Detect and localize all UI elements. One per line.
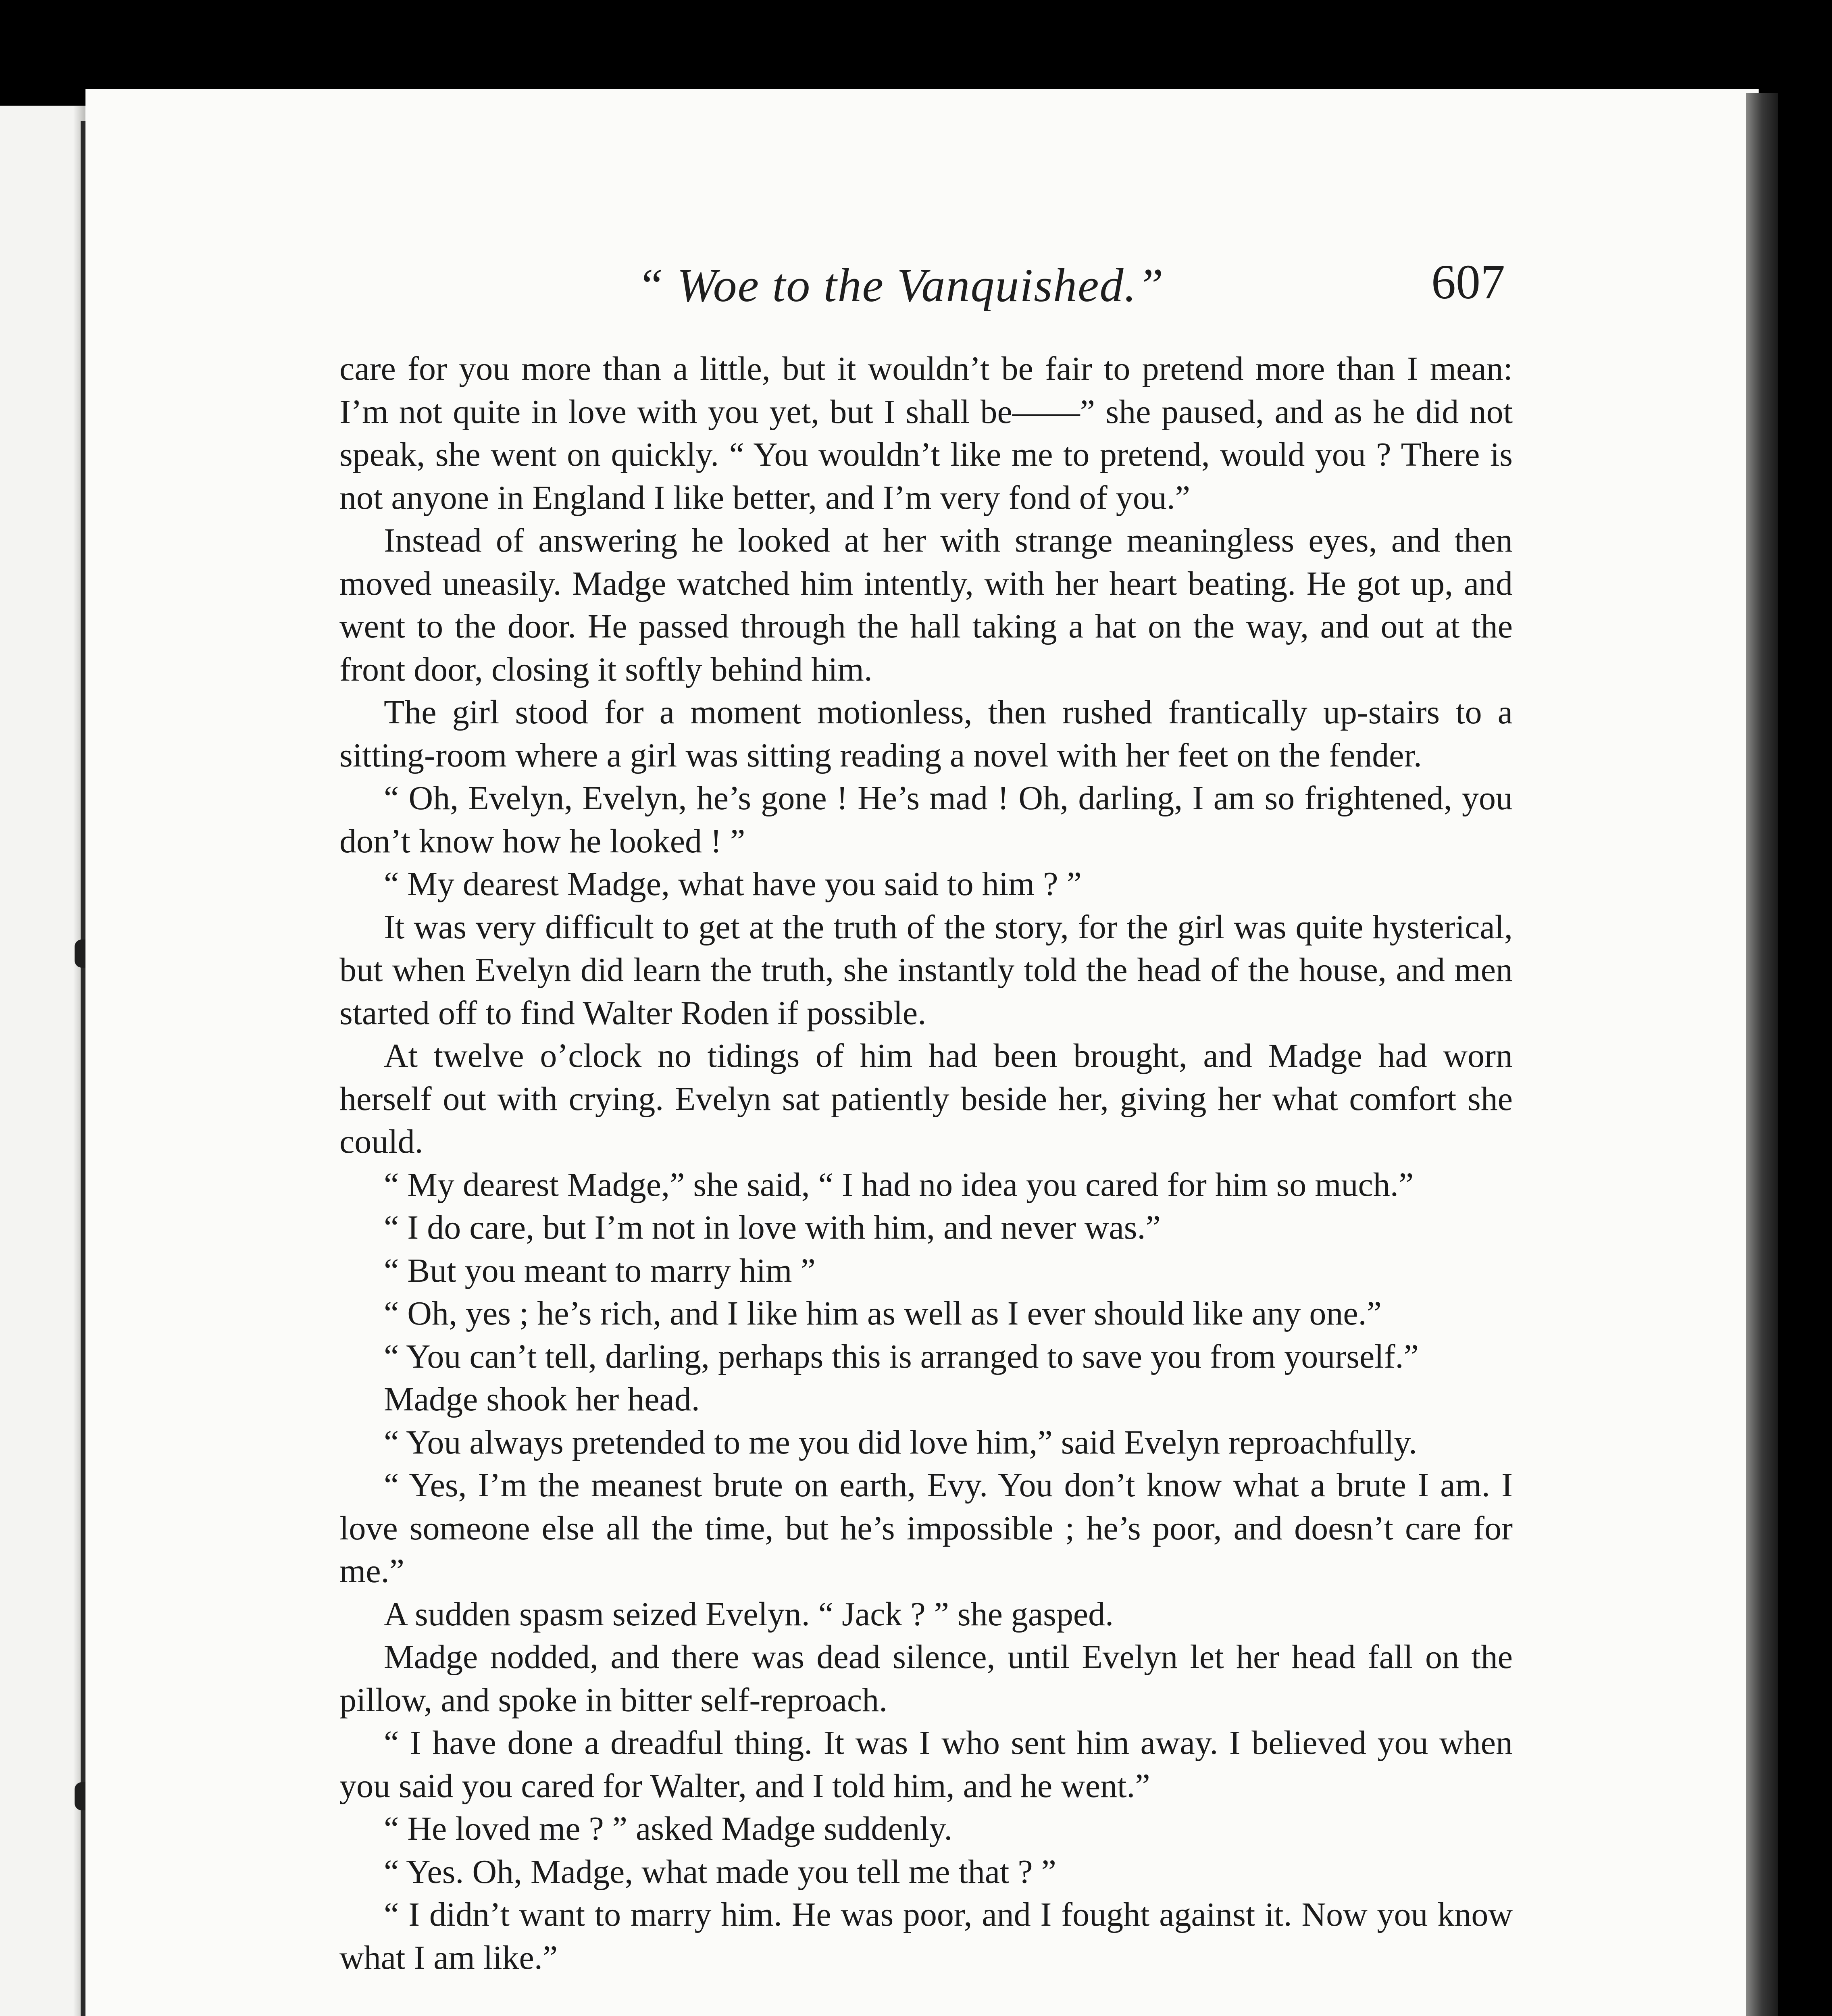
- paragraph: A sudden spasm seized Evelyn. “ Jack ? ” she gasped.: [384, 1595, 1114, 1633]
- paragraph: “ You can’t tell, darling, perhaps this is arranged to save you from yourself.”: [384, 1337, 1419, 1375]
- paragraph: It was very difficult to get at the truth of the story, for the girl was quite hysterical, but when Evelyn did learn the truth, she instantly told the head of the house, and men started off to find Walter Roden if possible.: [339, 908, 1513, 1032]
- paragraph: The girl stood for a moment motionless, then rushed frantically up-stairs to a sitting-room where a girl was sitting reading a novel with her feet on the fender.: [339, 694, 1513, 774]
- paragraph: “ He loved me ? ” asked Madge suddenly.: [384, 1810, 953, 1847]
- running-head: “ Woe to the Vanquished.”: [637, 259, 1164, 312]
- paragraph: “ My dearest Madge,” she said, “ I had no idea you cared for him so much.”: [384, 1166, 1414, 1204]
- page-stack-edge: [1746, 93, 1778, 2016]
- paragraph: “ You always pretended to me you did love him,” said Evelyn reproachfully.: [384, 1423, 1417, 1461]
- paragraph: “ But you meant to marry him ”: [384, 1252, 816, 1289]
- paragraph: “ Yes. Oh, Madge, what made you tell me that ? ”: [384, 1853, 1056, 1891]
- paragraph: “ My dearest Madge, what have you said to him ? ”: [384, 865, 1082, 903]
- paragraph: care for you more than a little, but it wouldn’t be fair to pretend more than I mean: I’m not quite in love with you yet, but I shall be——” she paused, and as he did not speak, she went on quickly. “ You wouldn’t like me to pretend, would you ? There is not anyone in England I like better, and I’m very fond of you.”: [339, 350, 1513, 516]
- paragraph: “ Oh, yes ; he’s rich, and I like him as well as I ever should like any one.”: [384, 1295, 1382, 1332]
- paragraph: “ I do care, but I’m not in love with him, and never was.”: [384, 1209, 1161, 1246]
- body-text: [339, 348, 1513, 1979]
- paragraph: “ Yes, I’m the meanest brute on earth, Evy. You don’t know what a brute I am. I love someone else all the time, but he’s impossible ; he’s poor, and doesn’t care for me.”: [339, 1466, 1513, 1590]
- paragraph: Madge shook her head.: [384, 1381, 700, 1418]
- paragraph: At twelve o’clock no tidings of him had been brought, and Madge had worn herself out with crying. Evelyn sat patiently beside her, giving her what comfort she could.: [339, 1037, 1513, 1160]
- paragraph: Madge nodded, and there was dead silence, until Evelyn let her head fall on the pillow, and spoke in bitter self-reproach.: [339, 1638, 1513, 1719]
- paragraph: “ Oh, Evelyn, Evelyn, he’s gone ! He’s mad ! Oh, darling, I am so frightened, you don’t know how he looked ! ”: [339, 779, 1513, 860]
- paragraph: “ I have done a dreadful thing. It was I who sent him away. I believed you when you said you cared for Walter, and I told him, and he went.”: [339, 1724, 1513, 1805]
- facing-page-edge: [0, 106, 87, 2016]
- page-number: 607: [1431, 255, 1505, 309]
- paragraph: “ I didn’t want to marry him. He was poor, and I fought against it. Now you know what I am like.”: [339, 1896, 1513, 1976]
- paragraph: Instead of answering he looked at her with strange meaningless eyes, and then moved uneasily. Madge watched him intently, with her heart beating. He got up, and went to the door. He passed through the hall taking a hat on the way, and out at the front door, closing it softly behind him.: [339, 522, 1513, 688]
